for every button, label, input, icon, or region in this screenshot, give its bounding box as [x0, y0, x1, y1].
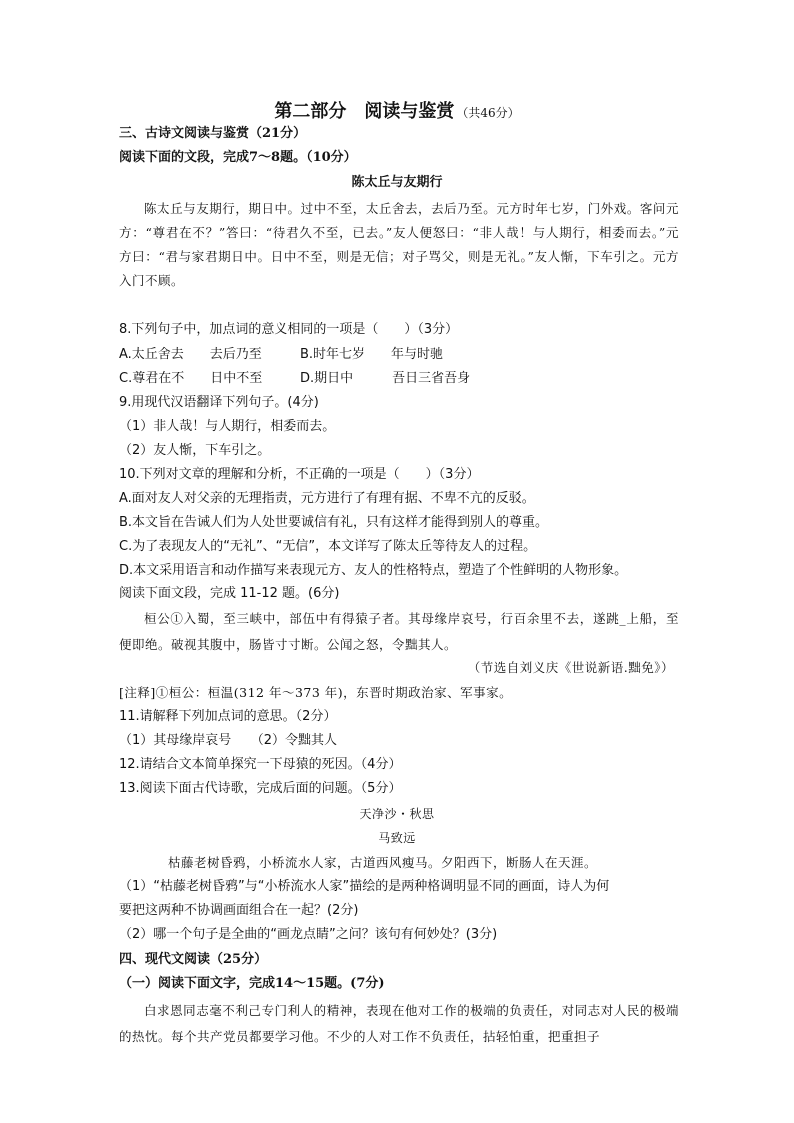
question-items: （1）其母缘岸哀号 （2）令黜其人 [119, 733, 338, 748]
option-c: C.为了表现友人的“无礼”、“无信”，本文详写了陈太丘等待友人的过程。 [119, 539, 537, 554]
passage-source: （节选自刘义庆《世说新语.黜免》） [467, 660, 674, 675]
option-d: D.期日中 吾日三省吾身 [300, 371, 471, 386]
question-stem-cont: 要把这两种不协调画面组合在一起？(2分) [119, 903, 359, 918]
option-c: C.尊君在不 日中不至 [119, 371, 263, 386]
section-heading: 三、古诗文阅读与鉴赏（21分） [119, 126, 307, 141]
question-stem: 12.请结合文本简单探究一下母猿的死因。（4分） [119, 757, 402, 772]
poem-text: 枯藤老树昏鸦，小桥流水人家，古道西风瘦马。夕阳西下，断肠人在天涯。 [168, 855, 598, 870]
question-stem: （2）哪一个句子是全曲的“画龙点睛”之问？该句有何妙处？(3分) [119, 927, 498, 942]
poem-title: 天净沙・秋思 [359, 807, 435, 821]
reading-instruction: 阅读下面的文段，完成7～8题。（10分） [119, 150, 357, 165]
option-d: D.本文采用语言和动作描写来表现元方、友人的性格特点，塑造了个性鲜明的人物形象。 [119, 563, 628, 578]
subsection-heading: （一）阅读下面文字，完成14～15题。(7分) [119, 976, 385, 991]
page-title-main: 第二部分 阅读与鉴赏 [274, 101, 455, 122]
translate-sentence-1: （1）非人哉！与人期行，相委而去。 [119, 419, 336, 434]
question-stem: 9.用现代汉语翻译下列句子。(4分) [119, 395, 319, 410]
passage-note: [注释]①桓公：桓温(312 年～373 年)，东晋时期政治家、军事家。 [119, 685, 513, 700]
question-stem: 11.请解释下列加点词的意思。（2分） [119, 709, 337, 724]
page-title-points: （共46分） [456, 106, 520, 120]
question-stem: 13.阅读下面古代诗歌，完成后面的问题。（5分） [119, 781, 402, 796]
option-a: A.太丘舍去 去后乃至 [119, 347, 262, 362]
passage-title: 陈太丘与友期行 [351, 175, 443, 190]
option-b: B.时年七岁 年与时驰 [300, 347, 444, 362]
section-heading: 四、现代文阅读（25分） [119, 952, 268, 967]
passage-text: 白求恩同志毫不利己专门利人的精神，表现在他对工作的极端的负责任，对同志对人民的极端的热忱。每个共产党员都要学习他。不少的人对工作不负责任，拈轻怕重，把重担子 [119, 1003, 679, 1044]
passage-text: 桓公①入蜀，至三峡中，部伍中有得猿子者。其母缘岸哀号，行百余里不去，遂跳_上船，至便即绝。破视其腹中，肠皆寸寸断。公闻之怒，令黜其人。 [119, 611, 679, 652]
question-stem: 10.下列对文章的理解和分析，不正确的一项是（ ）（3分） [119, 467, 480, 482]
page-title [0, 97, 794, 123]
option-a: A.面对友人对父亲的无理指责，元方进行了有理有据、不卑不亢的反驳。 [119, 491, 535, 506]
question-stem: （1）“枯藤老树昏鸦”与“小桥流水人家”描绘的是两种格调明显不同的画面，诗人为何 [119, 879, 610, 894]
translate-sentence-2: （2）友人惭，下车引之。 [119, 443, 271, 458]
poem-author: 马致远 [378, 831, 416, 845]
question-stem: 8.下列句子中，加点词的意义相同的一项是（ ）（3分） [119, 322, 459, 337]
option-b: B.本文旨在告诫人们为人处世要诚信有礼，只有这样才能得到别人的尊重。 [119, 515, 549, 530]
passage-text: 陈太丘与友期行，期日中。过中不至，太丘舍去，去后乃至。元方时年七岁，门外戏。客问元方：“尊君在不？”答曰：“待君久不至，已去。”友人便怒曰：“非人哉！与人期行，相委而去。”元方曰：“君与家君期日中。日中不至，则是无信；对子骂父，则是无礼。”友人惭，下车引之。元方入门不顾。 [119, 201, 679, 288]
reading-instruction: 阅读下面文段，完成 11-12 题。(6分) [119, 586, 340, 601]
